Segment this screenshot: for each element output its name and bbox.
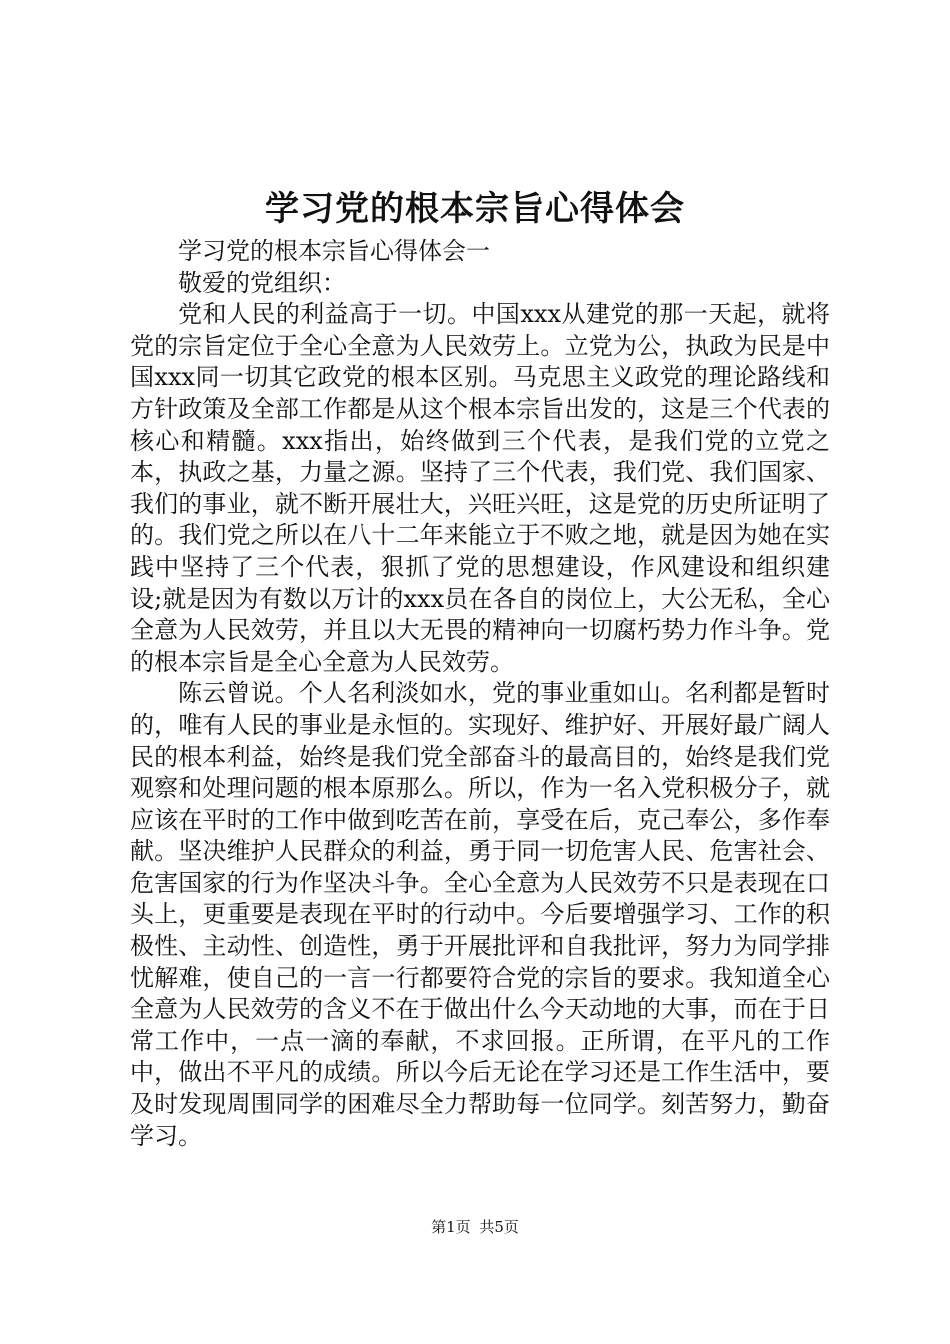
page-total: 共5页 (479, 1218, 519, 1236)
page-footer (0, 1216, 950, 1238)
document-body (130, 236, 830, 1152)
document-title: 学习党的根本宗旨心得体会 (265, 189, 685, 229)
salutation-paragraph: 敬爱的党组织： (178, 268, 346, 297)
subtitle-paragraph: 学习党的根本宗旨心得体会一 (178, 237, 490, 265)
page-number: 第1页 (431, 1218, 471, 1236)
body-paragraph: 陈云曾说。个人名利淡如水，党的事业重如山。名利都是暂时的，唯有人民的事业是永恒的。实现好、维护好、开展好最广阔人民的根本利益，始终是我们党全部奋斗的最高目的，始终是我们党观察和处理问题的根本原那么。所以，作为一名入党积极分子，就应该在平时的工作中做到吃苦在前，享受在后，克己奉公，多作奉献。坚决维护人民群众的利益，勇于同一切危害人民、危害社会、危害国家的行为作坚决斗争。全心全意为人民效劳不只是表现在口头上，更重要是表现在平时的行动中。今后要增强学习、工作的积极性、主动性、创造性，勇于开展批评和自我批评，努力为同学排忧解难，使自己的一言一行都要符合党的宗旨的要求。我知道全心全意为人民效劳的含义不在于做出什么今天动地的大事，而在于日常工作中，一点一滴的奉献，不求回报。正所谓，在平凡的工作中，做出不平凡的成绩。所以今后无论在学习还是工作生活中，要及时发现周围同学的困难尽全力帮助每一位同学。刻苦努力，勤奋学习。 (130, 679, 830, 1150)
body-paragraph: 党和人民的利益高于一切。中国xxx从建党的那一天起，就将党的宗旨定位于全心全意为人民效劳上。立党为公，执政为民是中国xxx同一切其它政党的根本区别。马克思主义政党的理论路线和方针政策及全部工作都是从这个根本宗旨出发的，这是三个代表的核心和精髓。xxx指出，始终做到三个代表，是我们党的立党之本，执政之基，力量之源。坚持了三个代表，我们党、我们国家、我们的事业，就不断开展壮大，兴旺兴旺，这是党的历史所证明了的。我们党之所以在八十二年来能立于不败之地，就是因为她在实践中坚持了三个代表，狠抓了党的思想建设，作风建设和组织建设;就是因为有数以万计的xxx员在各自的岗位上，大公无私，全心全意为人民效劳，并且以大无畏的精神向一切腐朽势力作斗争。党的根本宗旨是全心全意为人民效劳。 (130, 300, 830, 676)
